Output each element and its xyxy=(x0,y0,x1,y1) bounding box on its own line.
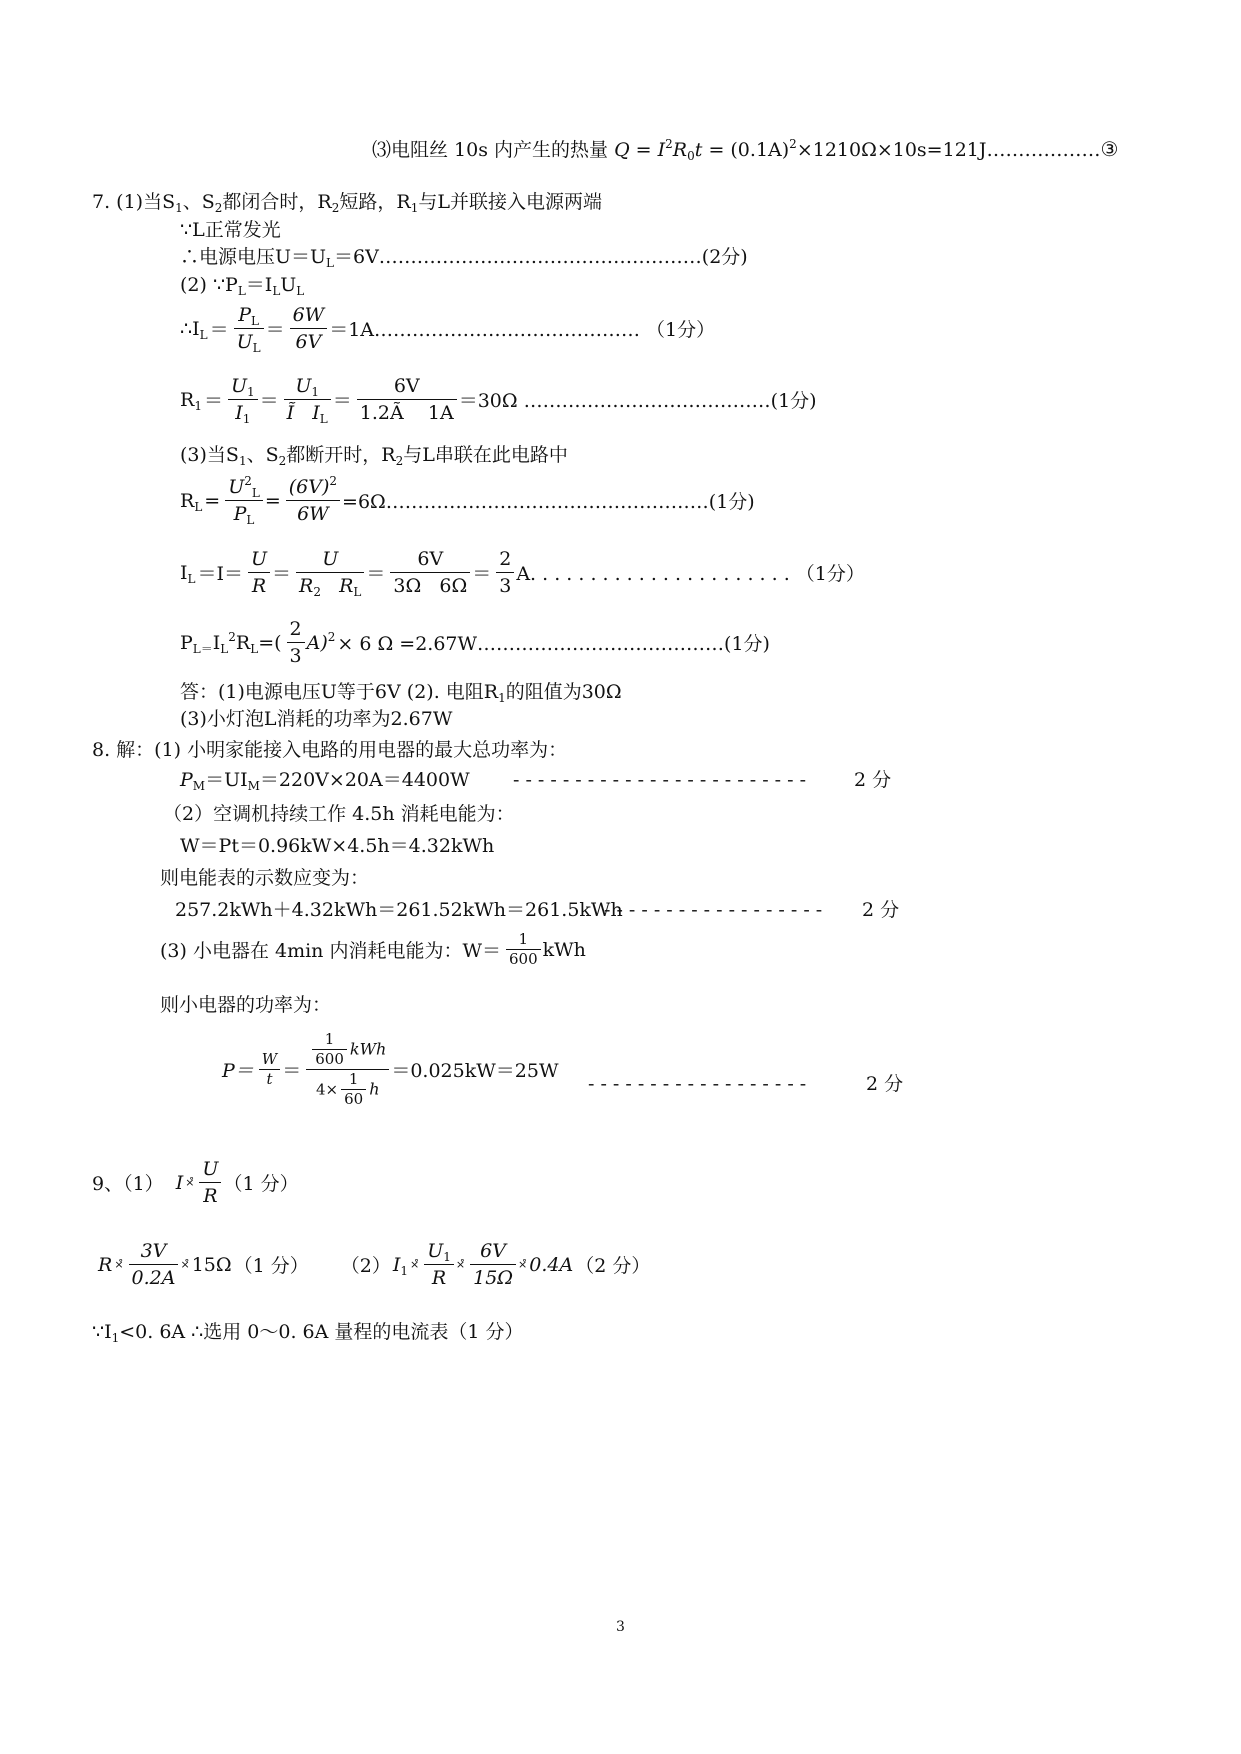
score: 2 分 xyxy=(854,769,892,791)
text: ∵I xyxy=(92,1321,112,1343)
sub: 1 xyxy=(400,1263,409,1278)
formula-t: t xyxy=(694,139,703,161)
text: 6W xyxy=(297,503,329,525)
sub: L xyxy=(237,284,246,298)
text: 1.2Ã xyxy=(359,402,404,424)
fraction xyxy=(312,1030,347,1069)
text: 1 xyxy=(312,1030,347,1050)
text: 3 xyxy=(499,575,512,597)
text: U xyxy=(236,331,253,353)
sub: 2 xyxy=(395,454,404,468)
text: U xyxy=(295,375,312,397)
sub: 0 xyxy=(687,149,695,163)
text: I xyxy=(392,1253,401,1276)
fraction xyxy=(496,546,514,599)
text: U xyxy=(199,1156,221,1183)
sub: 1 xyxy=(238,454,247,468)
text: 、S xyxy=(246,444,279,466)
text: ×̊ xyxy=(518,1258,528,1271)
text: R xyxy=(180,388,195,411)
text: 短路，R xyxy=(339,191,411,213)
text: =6Ω……………………………………………(1分) xyxy=(342,491,755,513)
formula-q: Q = I xyxy=(614,139,666,161)
text: ＝ xyxy=(265,319,285,341)
text: 15Ω xyxy=(473,1267,514,1289)
sup: 2 xyxy=(329,474,338,488)
text: 7. (1)当S xyxy=(92,191,176,213)
text: 3Ω xyxy=(393,575,422,597)
fraction xyxy=(286,474,340,527)
sub: 1 xyxy=(111,1331,120,1345)
text: 、S xyxy=(182,191,215,213)
sub: L xyxy=(251,486,260,500)
text: 1A xyxy=(427,402,454,424)
q8-line6: 257.2kWh＋4.32kWh＝261.52kWh＝261.5kWh xyxy=(175,899,623,921)
text: R xyxy=(251,575,267,597)
q8-line5: 则电能表的示数应变为： xyxy=(160,867,370,889)
text: 1 xyxy=(341,1070,366,1090)
text: ＝1A…………………………………… （1分） xyxy=(329,319,716,341)
fraction xyxy=(424,1238,454,1291)
compound-fraction xyxy=(306,1030,389,1109)
text: U xyxy=(280,274,297,296)
text: ＝UI xyxy=(205,769,248,791)
fraction xyxy=(248,546,270,599)
text: （1 分） xyxy=(233,1255,309,1277)
fraction xyxy=(259,1050,280,1089)
circled-number: ③ xyxy=(1100,137,1119,161)
text: = (0.1A) xyxy=(708,139,790,161)
text: A. . . . . . . . . . . . . . . . . . . . . . （1分） xyxy=(516,563,865,585)
text: 6V xyxy=(295,331,322,353)
text: ×̊ xyxy=(180,1258,190,1271)
text: ×̊ xyxy=(185,1176,195,1189)
fraction xyxy=(357,373,457,426)
text: 600 xyxy=(315,1050,344,1068)
text: =( xyxy=(258,631,282,654)
text: 答：(1)电源电压U等于6V (2). 电阻R xyxy=(180,681,499,703)
text: R xyxy=(339,575,354,597)
text: ⑶电阻丝 10s 内产生的热量 xyxy=(372,139,609,161)
text: ∴电源电压U＝U xyxy=(180,246,327,268)
q7-part3 xyxy=(180,443,568,467)
text: ×̊ xyxy=(455,1258,466,1271)
text: I xyxy=(312,402,320,424)
text: 6V xyxy=(357,373,457,400)
text: ＝I xyxy=(245,274,273,296)
text: 的阻值为30Ω xyxy=(505,681,622,703)
equation-pl xyxy=(180,616,772,669)
text: P xyxy=(180,769,193,791)
text: U xyxy=(296,546,364,573)
q7-line4 xyxy=(180,273,304,297)
text: R xyxy=(98,1253,113,1276)
text: ＝0.025kW＝25W xyxy=(391,1060,559,1082)
text: 6V xyxy=(470,1238,516,1265)
text: 6V xyxy=(390,546,470,573)
equation-current xyxy=(180,302,717,355)
fraction xyxy=(234,302,264,355)
text: 都断开时，R xyxy=(286,444,396,466)
text: I xyxy=(180,561,188,584)
text: 15Ω xyxy=(191,1253,232,1276)
text: ×̊ xyxy=(410,1258,420,1271)
text: R xyxy=(235,631,251,654)
sub: L xyxy=(220,641,229,656)
fraction xyxy=(390,546,470,599)
q7-heading xyxy=(92,190,602,214)
text: (3) 小电器在 4min 内消耗电能为：W＝ xyxy=(160,940,501,962)
sub: L＝ xyxy=(192,641,213,656)
equation-rl xyxy=(180,474,757,527)
fraction xyxy=(228,373,258,426)
text: Ĩ xyxy=(286,402,295,424)
text: I xyxy=(212,631,221,654)
score: 2 分 xyxy=(866,1073,904,1095)
fraction xyxy=(341,1070,366,1109)
equation-r1 xyxy=(180,373,819,426)
fraction xyxy=(296,546,364,599)
text: W xyxy=(259,1050,280,1070)
sub: 1 xyxy=(443,1250,451,1264)
sup: 2 xyxy=(789,137,797,151)
page-number: 3 xyxy=(616,1619,625,1635)
text: kWh xyxy=(349,1039,387,1059)
sub: L xyxy=(252,341,261,355)
text: 2 xyxy=(496,546,514,573)
sub: L xyxy=(296,284,305,298)
sub: 2 xyxy=(278,454,287,468)
text: ＝ xyxy=(259,390,279,412)
text: ＝ xyxy=(332,390,352,412)
text: 0.4A xyxy=(529,1253,574,1276)
sub: 1 xyxy=(410,201,419,215)
text: ＝ xyxy=(209,319,229,341)
text: （2 分） xyxy=(575,1255,651,1277)
sub: 2 xyxy=(331,201,340,215)
sub: L xyxy=(187,571,196,586)
dash-line: - - - - - - - - - - - - - - - - - - xyxy=(588,1073,807,1095)
text: 4× xyxy=(316,1080,339,1099)
equation-power xyxy=(222,1030,560,1109)
text: <0. 6A ∴选用 0～0. 6A 量程的电流表（1 分） xyxy=(119,1321,524,1343)
sup: 2 xyxy=(327,629,336,644)
text: 3 xyxy=(289,645,302,667)
text: ×̊ xyxy=(114,1258,124,1271)
fraction xyxy=(129,1238,179,1291)
text: （1 分） xyxy=(223,1173,299,1195)
q7-answer-1 xyxy=(180,680,622,704)
text: (6V) xyxy=(288,476,330,498)
sub: 1 xyxy=(175,201,183,215)
dash-line: - - - - - - - - - - - - - - - - - - xyxy=(604,899,823,921)
text: 与L串联在此电路中 xyxy=(403,444,568,466)
sub: L xyxy=(272,284,281,298)
q9-line2 xyxy=(98,1238,652,1291)
text: I xyxy=(175,1171,184,1194)
text: kWh xyxy=(542,938,586,961)
text: 2 xyxy=(287,616,305,643)
q8-line4: W＝Pt＝0.96kW×4.5h＝4.32kWh xyxy=(180,835,495,857)
sub: M xyxy=(247,779,260,793)
text: R xyxy=(203,1185,218,1207)
sub: 2 xyxy=(313,585,321,599)
sub: L xyxy=(250,641,259,656)
text: A) xyxy=(306,631,328,654)
formula-r: R xyxy=(672,139,688,161)
fraction xyxy=(284,373,331,426)
sub: 1 xyxy=(194,398,202,413)
text: = xyxy=(264,489,281,512)
text: P xyxy=(238,304,251,326)
fraction xyxy=(225,474,263,527)
text: ＝30Ω …………………………………(1分) xyxy=(458,390,817,412)
q7-line2: ∵L正常发光 xyxy=(180,219,281,241)
sub: 1 xyxy=(242,412,251,426)
text: 都闭合时，R xyxy=(222,191,332,213)
sub: L xyxy=(319,412,328,426)
score: 2 分 xyxy=(862,899,900,921)
fraction xyxy=(287,616,305,669)
text: （2） xyxy=(340,1255,391,1277)
text: ＝ xyxy=(203,390,223,412)
dash-line: - - - - - - - - - - - - - - - - - - - - - - - - xyxy=(513,769,806,791)
sub: L xyxy=(326,256,334,270)
text: 6W xyxy=(290,302,328,329)
text: = xyxy=(204,489,221,512)
sup: 2 xyxy=(665,137,673,151)
text: ＝ xyxy=(366,563,386,585)
text: 3V xyxy=(129,1238,179,1265)
q7-line3 xyxy=(180,245,748,269)
text: 60 xyxy=(344,1090,364,1108)
sub: L xyxy=(250,314,259,328)
text: ＝I＝ xyxy=(197,563,243,585)
sub: M xyxy=(192,779,206,793)
q8-line8: 则小电器的功率为： xyxy=(160,994,332,1016)
text: U xyxy=(427,1240,444,1262)
text: U xyxy=(230,375,247,397)
sup: 2 xyxy=(228,629,236,644)
text: ＝6V……………………………………………(2分) xyxy=(334,246,748,268)
equation-il xyxy=(180,546,867,599)
q8-heading: 8. 解：(1) 小明家能接入电路的用电器的最大总功率为： xyxy=(92,739,568,761)
sub: L xyxy=(353,585,362,599)
text: R xyxy=(431,1267,447,1289)
text: P xyxy=(233,503,247,525)
text: × 6 Ω =2.67W…………………………………(1分) xyxy=(337,633,770,655)
text: P xyxy=(180,631,193,654)
text: 6Ω xyxy=(439,575,468,597)
q7-answer-2: (3)小灯泡L消耗的功率为2.67W xyxy=(180,708,453,730)
text: R xyxy=(180,489,195,512)
text: 600 xyxy=(508,950,538,968)
text: 与L并联接入电源两端 xyxy=(418,191,602,213)
text: (3)当S xyxy=(180,444,239,466)
text: ＝ xyxy=(282,1060,302,1082)
sub: 1 xyxy=(246,385,255,399)
text: ＝220V×20A＝4400W xyxy=(259,769,470,791)
q9-line1 xyxy=(92,1156,301,1209)
sub: 1 xyxy=(498,691,506,705)
text: ＝ xyxy=(272,563,292,585)
q8-line7 xyxy=(160,930,588,969)
text: P＝ xyxy=(222,1060,254,1082)
text: t xyxy=(266,1070,273,1088)
fraction xyxy=(506,930,541,969)
text: I xyxy=(235,402,243,424)
sub: 2 xyxy=(214,201,223,215)
text: U xyxy=(228,476,245,498)
q9-line3 xyxy=(92,1320,524,1344)
q8-line3: （2）空调机持续工作 4.5h 消耗电能为： xyxy=(163,803,515,825)
heat-line xyxy=(372,137,1118,162)
text: ＝ xyxy=(472,563,492,585)
fraction xyxy=(290,302,328,355)
text: U xyxy=(248,546,270,573)
sub: L xyxy=(199,327,208,342)
text: 0.2A xyxy=(131,1267,176,1289)
fraction xyxy=(470,1238,516,1291)
sub: L xyxy=(246,513,255,527)
fraction xyxy=(199,1156,221,1209)
text: 9、（1） xyxy=(92,1173,164,1195)
sup: 2 xyxy=(244,474,252,488)
text: (2) ∵P xyxy=(180,274,238,296)
sub: 1 xyxy=(311,385,320,399)
sub: L xyxy=(194,499,203,514)
text: 1 xyxy=(506,930,541,950)
text: ×1210Ω×10s=121J……………… xyxy=(796,139,1101,161)
text: ∴I xyxy=(180,317,200,340)
q8-line2 xyxy=(180,768,470,792)
text: h xyxy=(369,1079,380,1099)
text: R xyxy=(299,575,314,597)
